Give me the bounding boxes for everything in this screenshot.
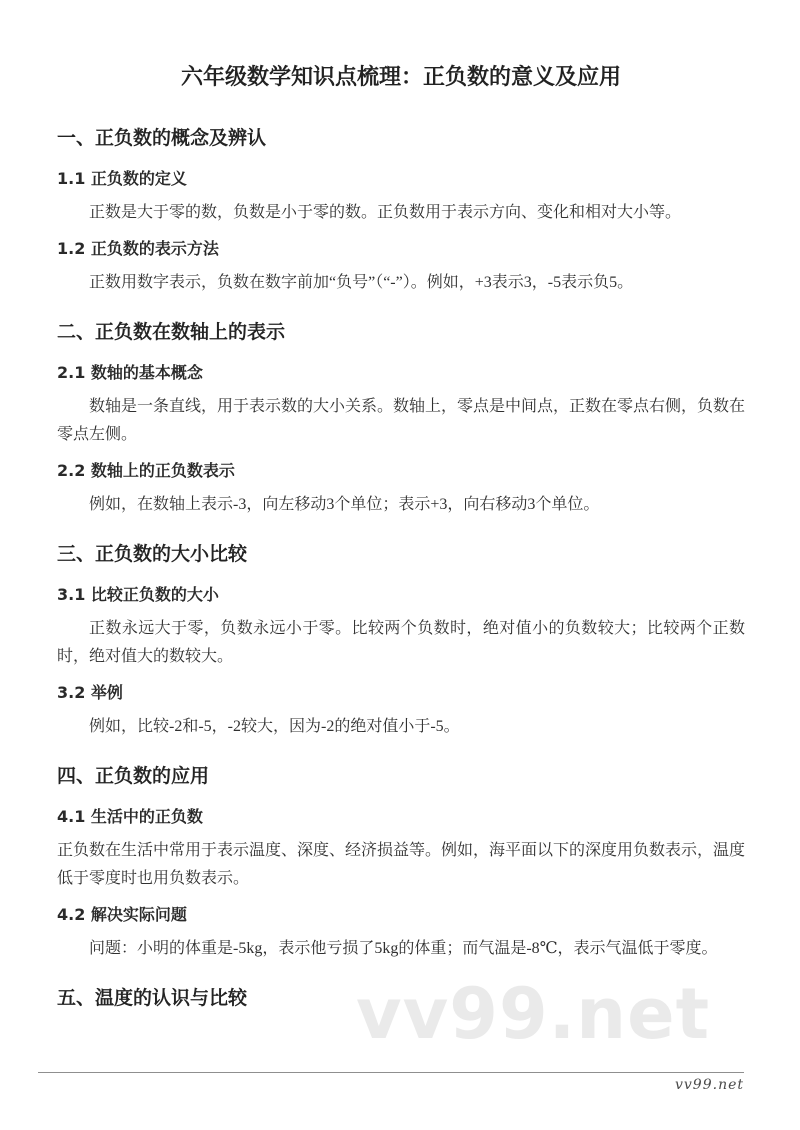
- subsection-4-1-paragraph: 正负数在生活中常用于表示温度、深度、经济损益等。例如，海平面以下的深度用负数表示，温度低于零度时也用负数表示。: [57, 842, 746, 887]
- footer-divider: [38, 1072, 744, 1073]
- subsection-2-1-paragraph: 数轴是一条直线，用于表示数的大小关系。数轴上，零点是中间点，正数在零点右侧，负数在零点左侧。: [57, 398, 746, 443]
- section-5-heading: 五、温度的认识与比较: [57, 987, 248, 1009]
- section-3-heading: 三、正负数的大小比较: [57, 543, 248, 565]
- subsection-4-2-paragraph: 问题：小明的体重是-5kg，表示他亏损了5kg的体重；而气温是-8℃，表示气温低于零度。: [89, 940, 718, 957]
- subsection-4-2-heading: 4.2 解决实际问题: [57, 905, 187, 924]
- subsection-3-2-paragraph: 例如，比较-2和-5，-2较大，因为-2的绝对值小于-5。: [89, 718, 460, 735]
- page-title: 六年级数学知识点梳理：正负数的意义及应用: [180, 65, 621, 90]
- section-1-heading: 一、正负数的概念及辨认: [57, 127, 267, 149]
- subsection-4-1-heading: 4.1 生活中的正负数: [57, 807, 203, 826]
- section-4-heading: 四、正负数的应用: [57, 765, 210, 787]
- footer-brand: vv99.net: [674, 1077, 744, 1093]
- section-2-heading: 二、正负数在数轴上的表示: [57, 321, 286, 343]
- subsection-1-2-heading: 1.2 正负数的表示方法: [57, 239, 219, 258]
- watermark: vv99.net: [356, 973, 711, 1055]
- subsection-1-1-heading: 1.1 正负数的定义: [57, 169, 187, 188]
- subsection-2-1-heading: 2.1 数轴的基本概念: [57, 363, 203, 382]
- subsection-3-2-heading: 3.2 举例: [57, 683, 123, 702]
- subsection-2-2-heading: 2.2 数轴上的正负数表示: [57, 461, 235, 480]
- subsection-3-1-paragraph: 正数永远大于零，负数永远小于零。比较两个负数时，绝对值小的负数较大；比较两个正数时，绝对值大的数较大。: [57, 620, 745, 665]
- subsection-2-2-paragraph: 例如，在数轴上表示-3，向左移动3个单位；表示+3，向右移动3个单位。: [89, 496, 600, 513]
- subsection-1-1-paragraph: 正数是大于零的数，负数是小于零的数。正负数用于表示方向、变化和相对大小等。: [89, 204, 682, 221]
- subsection-3-1-heading: 3.1 比较正负数的大小: [57, 585, 219, 604]
- subsection-1-2-paragraph: 正数用数字表示，负数在数字前加“负号”（“-”）。例如，+3表示3，-5表示负5。: [89, 274, 634, 291]
